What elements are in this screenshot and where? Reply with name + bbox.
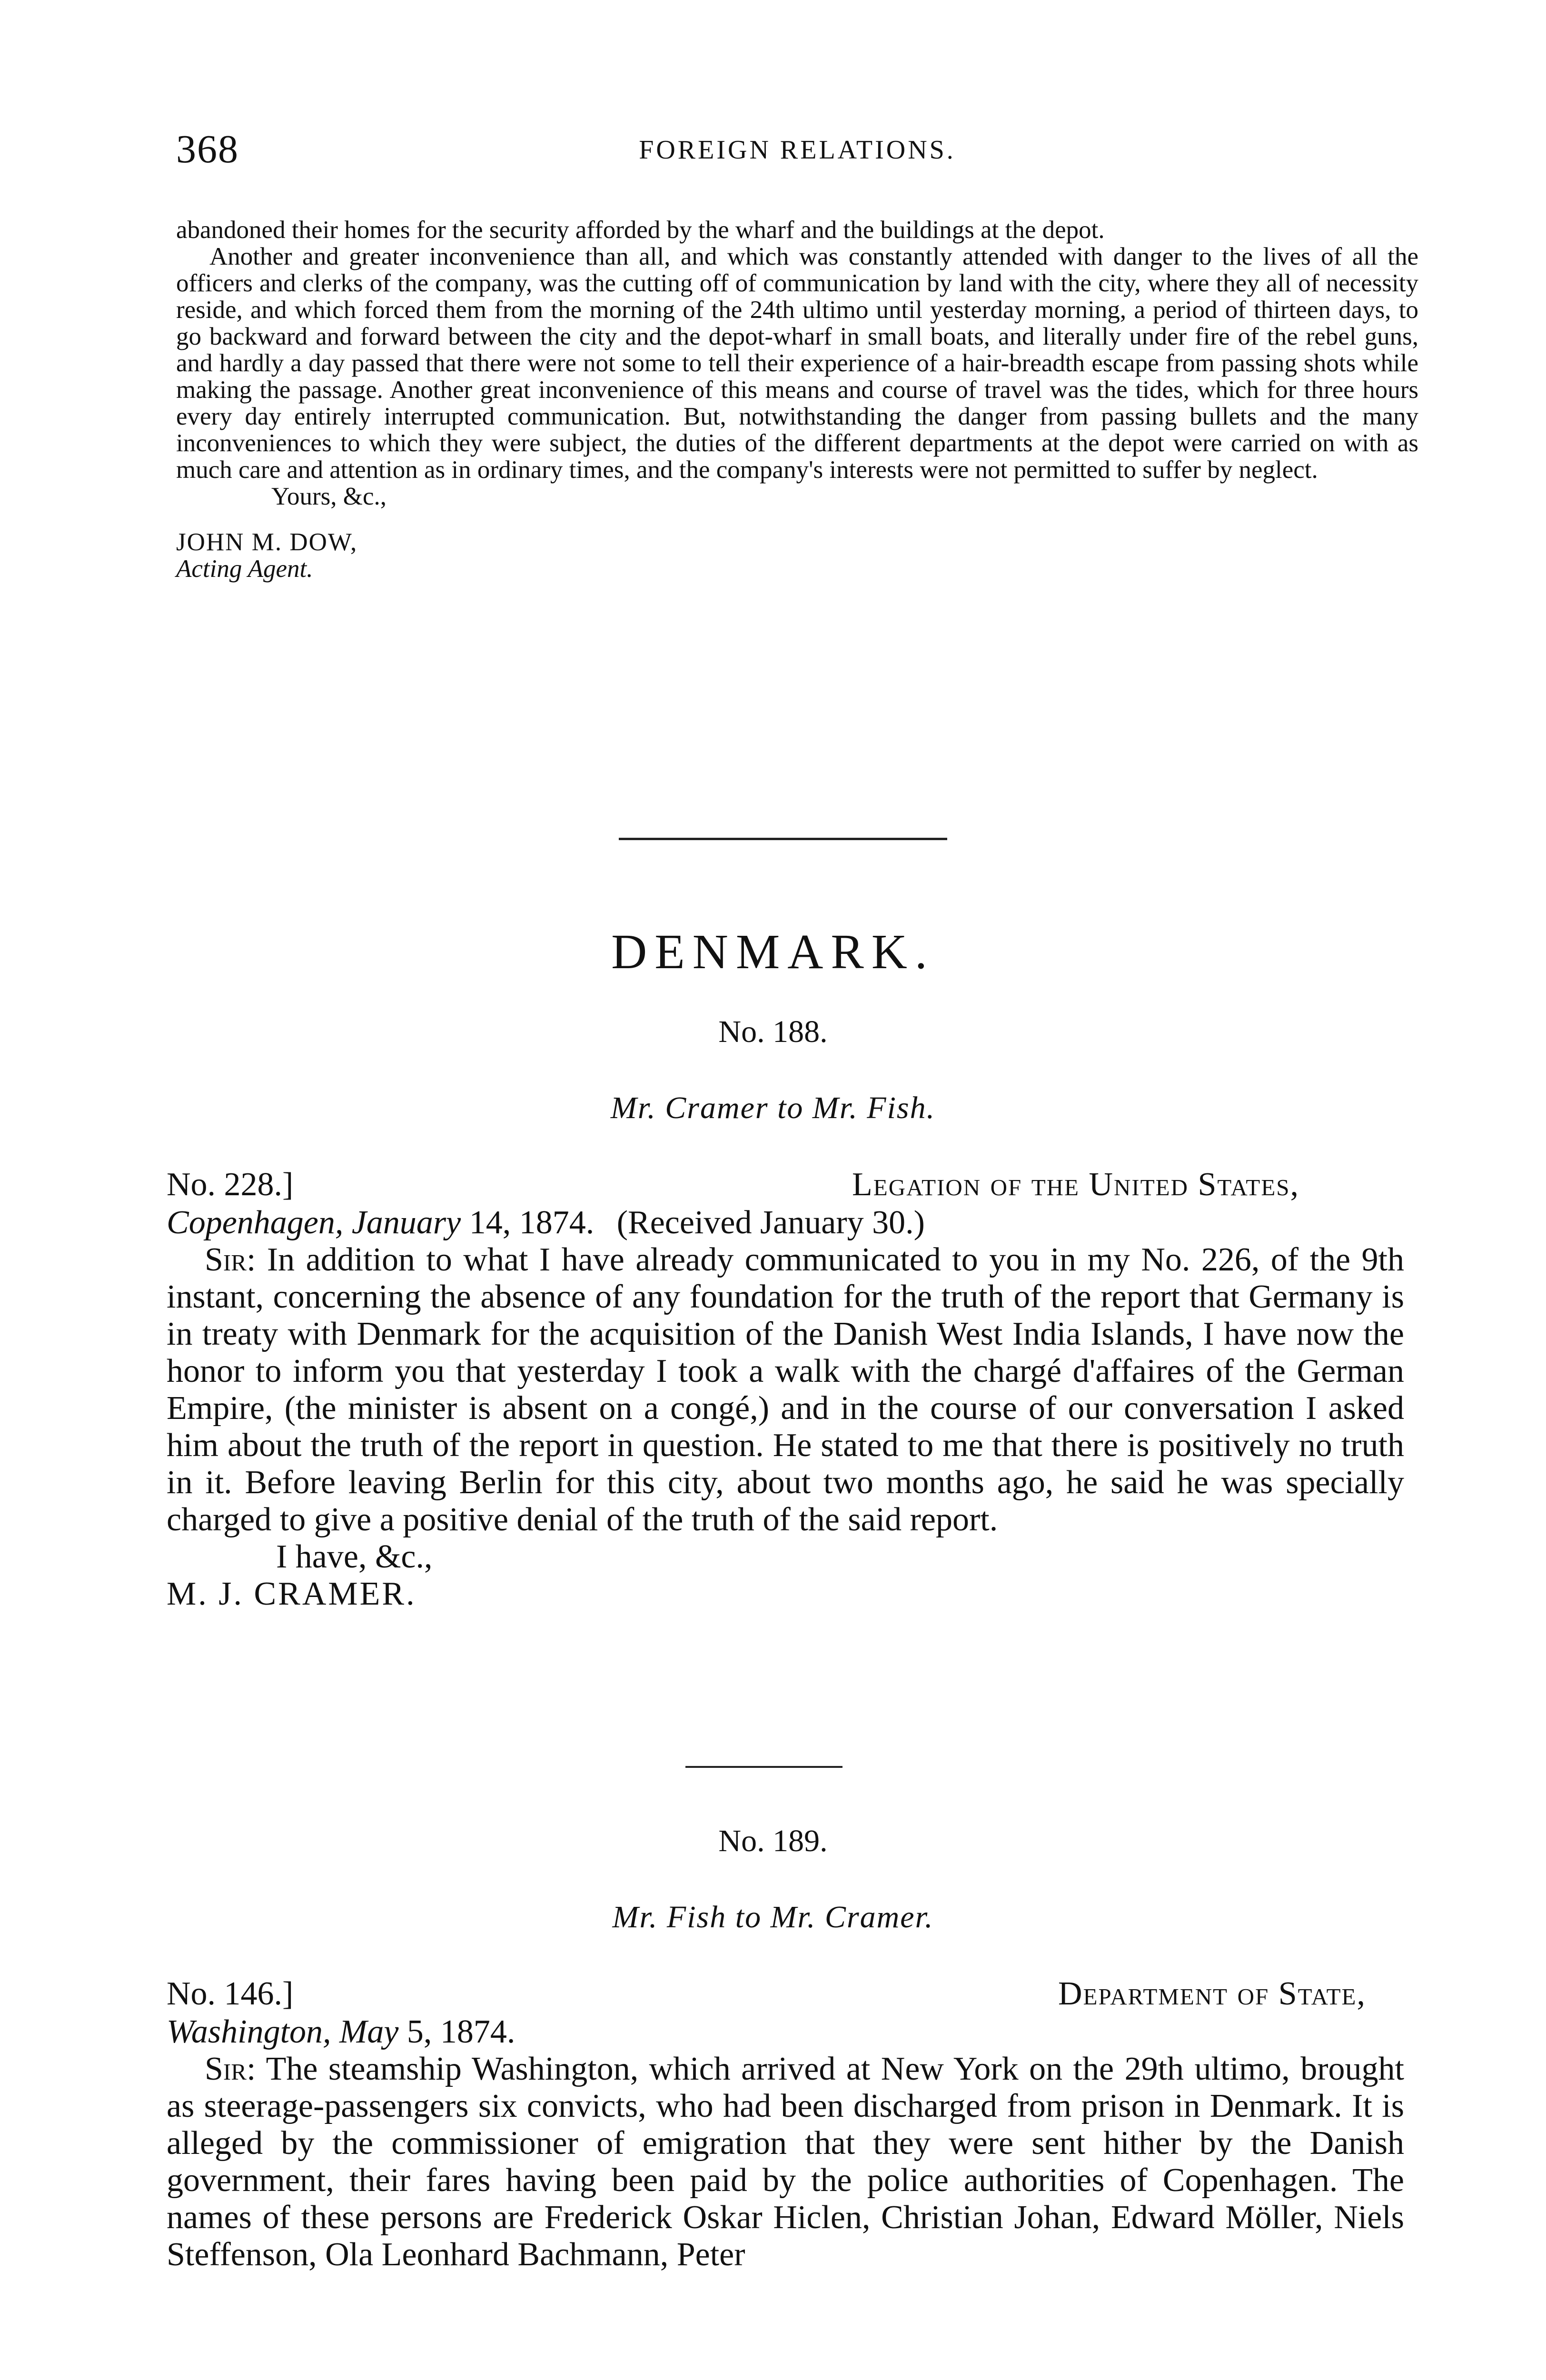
salutation: Sir: [205, 1241, 247, 1278]
letter-body: [167, 2051, 1404, 2273]
letter-189: [167, 1975, 1404, 2273]
dateline-day: 5, 1874.: [398, 2013, 515, 2050]
letter-body-text: : The steamship Washington, which arrived at New York on the 29th ultimo, brought as steerage-passengers six convicts, who had been discharged from prison in Denmark. It is alleged by the commissioner of emigration that they were sent hither by the Danish government, their fares having been paid by the police authorities of Copenhagen. The names of these persons are Frederick Oskar Hiclen, Christian Johan, Edward Möller, Niels Steffenson, Ola Leonhard Bachmann, Peter: [167, 2051, 1404, 2273]
dateline-received: (Received January 30.): [616, 1204, 925, 1241]
dispatch-number: No. 146.]: [167, 1975, 294, 2012]
dateline-place-date: Washington, May: [167, 2013, 399, 2050]
letter-divider-rule: [685, 1766, 842, 1768]
dateline-place-date: Copenhagen, January: [167, 1204, 461, 1241]
dispatch-line: [167, 1166, 1404, 1204]
page-number: 368: [176, 127, 239, 171]
previous-letter-signature-name: JOHN M. DOW,: [176, 528, 358, 556]
letter-closing: I have, &c.,: [276, 1538, 433, 1575]
running-title: FOREIGN RELATIONS.: [639, 135, 956, 165]
section-title: DENMARK.: [611, 924, 935, 979]
page-header: [176, 126, 1418, 178]
previous-letter-closing: Yours, &c.,: [271, 483, 386, 510]
dispatch-from: Department of State,: [1058, 1975, 1366, 2012]
document-heading-189: Mr. Fish to Mr. Cramer.: [612, 1900, 934, 1934]
previous-letter-paragraph-2: Another and greater inconvenience than all, and which was constantly attended with danger to the lives of all the officers and clerks of the company, was the cutting off of communication by land with the city, where they all of necessity reside, and which forced them from the morning of the 24th ultimo until yesterday morning, a period of thirteen days, to go backward and forward between the city and the depot-wharf in small boats, and literally under fire of the rebel guns, and hardly a day passed that there were not some to tell their experience of a hair-breadth escape from passing shots while making the passage. Another great inconvenience of this means and course of travel was the tides, which for three hours every day entirely interrupted communication. But, notwithstanding the danger from passing bullets and the many inconveniences to which they were subject, the duties of the different departments at the depot were carried on with as much care and attention as in ordinary times, and the company's interests were not permitted to suffer by neglect.: [176, 243, 1418, 484]
letter-signature: M. J. CRAMER.: [167, 1576, 416, 1612]
previous-letter-paragraph-1: abandoned their homes for the security afforded by the wharf and the buildings at the depot.: [176, 216, 1105, 244]
dateline: [167, 1204, 1404, 1241]
letter-188: [167, 1166, 1404, 1613]
section-divider-rule: [619, 838, 947, 840]
document-heading-188: Mr. Cramer to Mr. Fish.: [610, 1091, 936, 1125]
previous-letter-signature-title: Acting Agent.: [176, 555, 313, 583]
letter-body: [167, 1241, 1404, 1538]
document-number-189: No. 189.: [718, 1824, 828, 1858]
dispatch-from: Legation of the United States,: [852, 1166, 1299, 1203]
dateline-day: 14, 1874.: [461, 1204, 595, 1241]
previous-letter: [176, 217, 1418, 582]
letter-body-text: : In addition to what I have already communicated to you in my No. 226, of the 9th instant, concerning the absence of any foundation for the truth of the report that Germany is in treaty with Denmark for the acquisition of the Danish West India Islands, I have now the honor to inform you that yesterday I took a walk with the chargé d'affaires of the German Empire, (the minister is absent on a congé,) and in the course of our conversation I asked him about the truth of the report in question. He stated to me that there is positively no truth in it. Before leaving Berlin for this city, about two months ago, he said he was specially charged to give a positive denial of the truth of the said report.: [167, 1241, 1404, 1538]
salutation: Sir: [205, 2051, 247, 2087]
dispatch-line: [167, 1975, 1404, 2013]
dispatch-number: No. 228.]: [167, 1166, 294, 1203]
dateline: [167, 2013, 1404, 2051]
document-number-188: No. 188.: [718, 1014, 828, 1049]
